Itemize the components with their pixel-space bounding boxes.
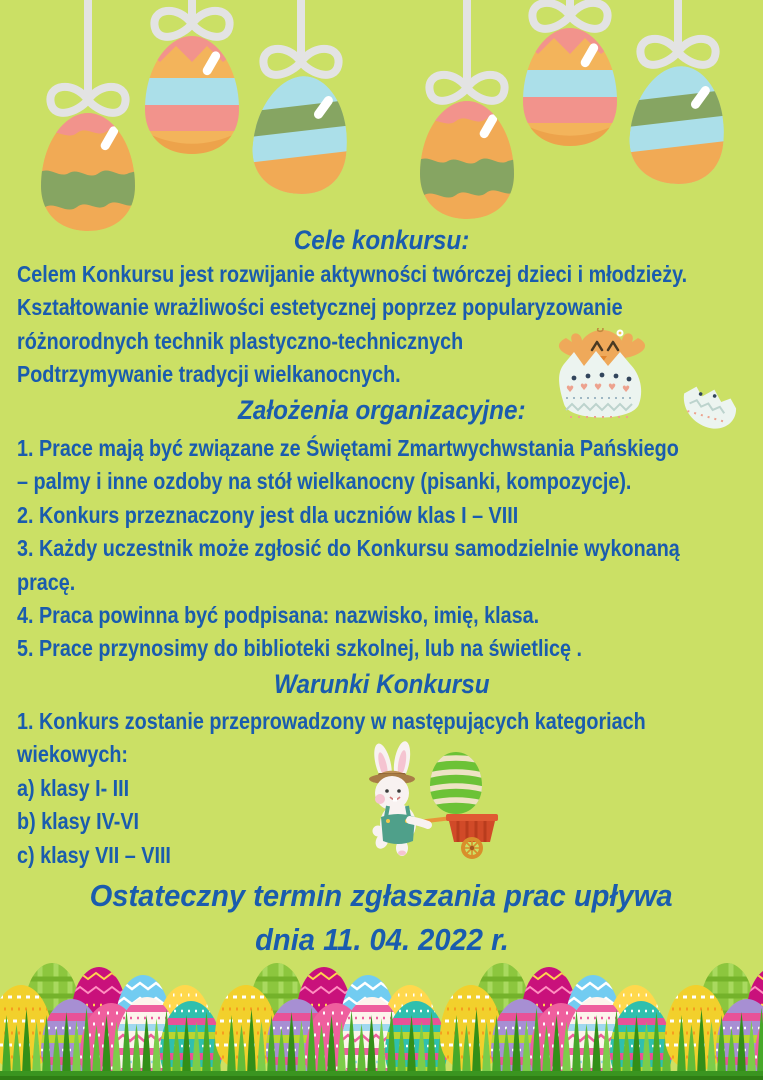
svg-text:♥: ♥ <box>608 383 617 393</box>
svg-text:♥: ♥ <box>580 383 589 393</box>
organization-rules-list <box>17 432 763 666</box>
goals-heading <box>0 224 763 257</box>
bunny-egg-cart-icon <box>352 738 504 860</box>
svg-text:♥: ♥ <box>594 383 603 393</box>
svg-text:♥: ♥ <box>622 385 631 395</box>
svg-text:♥: ♥ <box>566 385 575 395</box>
text-line: różnorodnych technik plastyczno-technicznych <box>17 327 464 354</box>
text-line: 1. Prace mają być związane ze Świętami Zmartwychwstania Pańskiego <box>17 435 679 461</box>
text-line: Kształtowanie wrażliwości estetycznej poprzez popularyzowanie <box>17 294 623 321</box>
deadline-announcement <box>0 874 763 962</box>
deadline-date-line: dnia 11. 04. 2022 r. <box>254 922 509 957</box>
conditions-heading-text: Warunki Konkursu <box>273 669 490 699</box>
text-line: 4. Praca powinna być podpisana: nazwisko, imię, klasa. <box>17 601 540 628</box>
text-line: Podtrzymywanie tradycji wielkanocnych. <box>17 361 401 388</box>
goals-heading-text: Cele konkursu: <box>293 225 470 255</box>
text-line: – palmy i inne ozdoby na stół wielkanocny (pisanki, kompozycje). <box>17 468 632 495</box>
hanging-eggs-decoration-icon <box>0 0 763 232</box>
text-line: Celem Konkursu jest rozwijanie aktywności twórczej dzieci i młodzieży. <box>17 261 688 287</box>
conditions-heading <box>0 668 763 701</box>
text-line: c) klasy VII – VIII <box>17 841 171 868</box>
eggs-grass-border-icon <box>0 955 763 1080</box>
text-line: 1. Konkurs zostanie przeprowadzony w następujących kategoriach <box>17 708 646 734</box>
text-line: 3. Każdy uczestnik może zgłosić do Konkursu samodzielnie wykonaną <box>17 535 680 562</box>
text-line: a) klasy I- III <box>17 774 130 801</box>
broken-eggshell-icon <box>677 382 740 430</box>
text-line: wiekowych: <box>17 741 129 768</box>
hatching-chick-icon <box>540 328 755 430</box>
text-line: 2. Konkurs przeznaczony jest dla uczniów klas I – VIII <box>17 501 519 528</box>
text-line: pracę. <box>17 568 76 595</box>
organization-heading-text: Założenia organizacyjne: <box>237 395 526 425</box>
deadline-line: Ostateczny termin zgłaszania prac upływa <box>89 878 674 913</box>
text-line: b) klasy IV-VI <box>17 808 140 835</box>
text-line: 5. Prace przynosimy do biblioteki szkolnej, lub na świetlicę . <box>17 635 583 662</box>
